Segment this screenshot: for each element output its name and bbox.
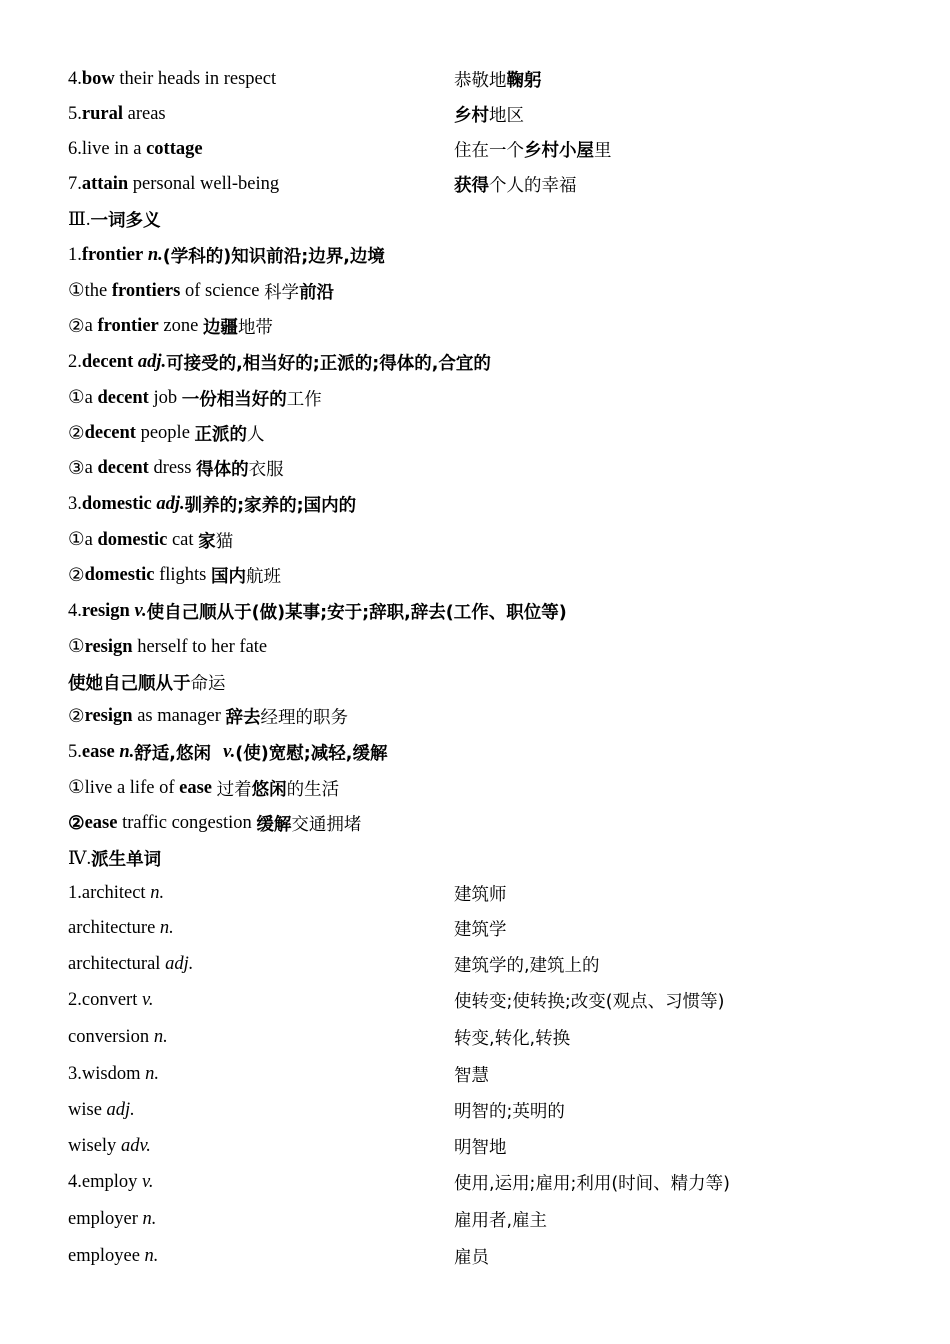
example-row: ① the frontiers of science 科学 前沿 (68, 280, 335, 303)
derived-word-row (68, 1238, 888, 1275)
derived-word-zh: 明智地 (454, 1137, 507, 1158)
derived-word-en: 3.wisdom n. (68, 1063, 159, 1084)
collocation-row (68, 97, 888, 132)
derived-word-en: architecture n. (68, 918, 174, 938)
document-page (68, 62, 888, 1275)
derived-word-row (68, 946, 888, 982)
collocation-row (68, 132, 888, 167)
derived-word-zh: 建筑师 (454, 885, 507, 905)
derived-word-row (68, 911, 888, 946)
section-4-heading: Ⅳ. 派生单词 (68, 848, 162, 870)
section-3-heading: Ⅲ. 一词多义 (68, 209, 161, 231)
derived-word-en: 2.convert v. (68, 990, 154, 1010)
derived-word-en: wise adj. (68, 1099, 135, 1120)
example-row: ② domestic flights 国内 航班 (68, 565, 281, 587)
derived-word-row (68, 1092, 888, 1128)
collocation-list (68, 62, 888, 202)
derived-word-en: employer n. (68, 1209, 157, 1229)
collocation-row (68, 167, 888, 202)
derived-word-zh: 雇员 (454, 1248, 489, 1268)
derived-word-row (68, 1019, 888, 1056)
collocation-zh: 获得个人的幸福 (454, 176, 577, 196)
derived-word-en: 1.architect n. (68, 883, 165, 903)
derived-word-zh: 转变,转化,转换 (454, 1029, 571, 1049)
derived-word-en: employee n. (68, 1246, 159, 1266)
collocation-en: 7.attain personal well-being (68, 174, 280, 194)
collocation-zh: 乡村地区 (454, 106, 524, 126)
example-row: ② decent people 正派的 人 (68, 423, 265, 445)
polysemy-entry-heading: 2. decent adj. 可接受的,相当好的;正派的;得体的,合宜的 (68, 351, 491, 374)
example-row: ① live a life of ease 过着 悠闲 的生活 (68, 777, 340, 800)
derived-word-en: conversion n. (68, 1027, 168, 1047)
example-row: ② resign as manager 辞去 经理的职务 (68, 706, 349, 728)
derived-word-zh: 雇用者,雇主 (454, 1211, 548, 1231)
polysemy-entry-heading: 5. ease n. 舒适,悠闲 v. (使)宽慰;减轻,缓解 (68, 741, 388, 764)
derived-word-row (68, 982, 888, 1019)
derived-word-row (68, 1201, 888, 1238)
derived-word-zh: 建筑学的,建筑上的 (454, 955, 600, 976)
polysemy-entry-heading: 1. frontier n. (学科的)知识前沿;边界,边境 (68, 244, 385, 267)
example-row: ① a decent job 一份相当好的 工作 (68, 387, 322, 410)
derived-word-en: 4.employ v. (68, 1172, 154, 1192)
collocation-en: 4.bow their heads in respect (68, 69, 277, 89)
example-translation-row: 使她自己顺从于 命运 (68, 673, 226, 694)
derived-word-en: wisely adv. (68, 1135, 151, 1156)
example-row: ② ease traffic congestion 缓解 交通拥堵 (68, 813, 362, 835)
collocation-zh: 恭敬地鞠躬 (454, 71, 542, 91)
collocation-en: 6.live in a cottage (68, 139, 203, 159)
polysemy-entry-heading: 4. resign v. 使自己顺从于(做)某事;安于;辞职,辞去(工作、职位等) (68, 600, 567, 623)
derived-word-zh: 建筑学 (454, 920, 507, 940)
example-row: ① a domestic cat 家 猫 (68, 529, 234, 552)
collocation-zh: 住在一个乡村小屋里 (454, 141, 612, 161)
polysemy-entry-heading: 3. domestic adj. 驯养的;家养的;国内的 (68, 493, 357, 516)
derived-word-zh: 智慧 (454, 1065, 489, 1086)
derived-word-row (68, 876, 888, 911)
derived-word-zh: 使转变;使转换;改变(观点、习惯等) (454, 992, 725, 1012)
derived-word-row (68, 1128, 888, 1164)
derived-word-zh: 明智的;英明的 (454, 1101, 565, 1122)
derived-word-row (68, 1164, 888, 1201)
collocation-row (68, 62, 888, 97)
derived-word-row (68, 1056, 888, 1092)
derived-word-zh: 使用,运用;雇用;利用(时间、精力等) (454, 1174, 731, 1194)
derived-word-list (68, 876, 888, 1275)
example-row: ① resign herself to her fate (68, 636, 268, 657)
derived-word-en: architectural adj. (68, 953, 194, 974)
collocation-en: 5.rural areas (68, 104, 166, 124)
example-row: ③ a decent dress 得体的 衣服 (68, 458, 284, 480)
example-row: ② a frontier zone 边疆 地带 (68, 316, 273, 338)
